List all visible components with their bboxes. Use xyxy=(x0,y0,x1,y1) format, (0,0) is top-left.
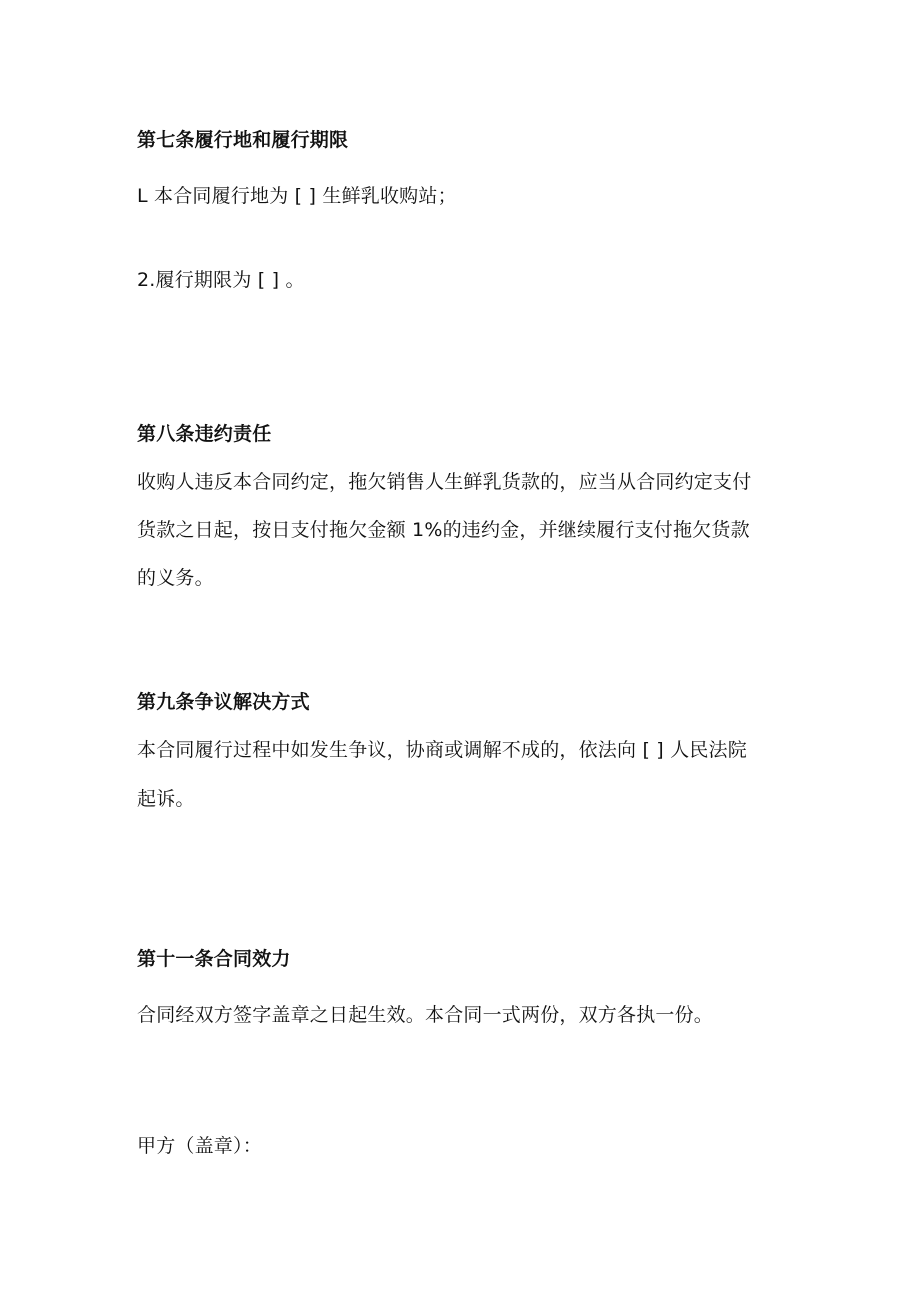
section-8-line-3: 的义务。 xyxy=(137,567,214,589)
section-7-item-2: 2.履行期限为 [ ] 。 xyxy=(137,269,305,291)
section-7-heading: 第七条履行地和履行期限 xyxy=(137,129,349,151)
section-9-line-1: 本合同履行过程中如发生争议，协商或调解不成的，依法向 [ ] 人民法院 xyxy=(137,739,747,761)
section-8-line-2: 货款之日起，按日支付拖欠金额 1%的违约金，并继续履行支付拖欠货款 xyxy=(137,519,750,541)
section-8-heading: 第八条违约责任 xyxy=(137,423,272,445)
section-7-item-1: L 本合同履行地为 [ ] 生鲜乳收购站； xyxy=(137,185,457,207)
section-11-heading: 第十一条合同效力 xyxy=(137,948,291,970)
section-9-line-2: 起诉。 xyxy=(137,788,195,810)
section-9-heading: 第九条争议解决方式 xyxy=(137,691,310,713)
party-a-signature-label: 甲方（盖章）： xyxy=(137,1135,262,1157)
section-11-line-1: 合同经双方签字盖章之日起生效。本合同一式两份，双方各执一份。 xyxy=(137,1004,714,1026)
section-8-line-1: 收购人违反本合同约定，拖欠销售人生鲜乳货款的，应当从合同约定支付 xyxy=(137,471,752,493)
